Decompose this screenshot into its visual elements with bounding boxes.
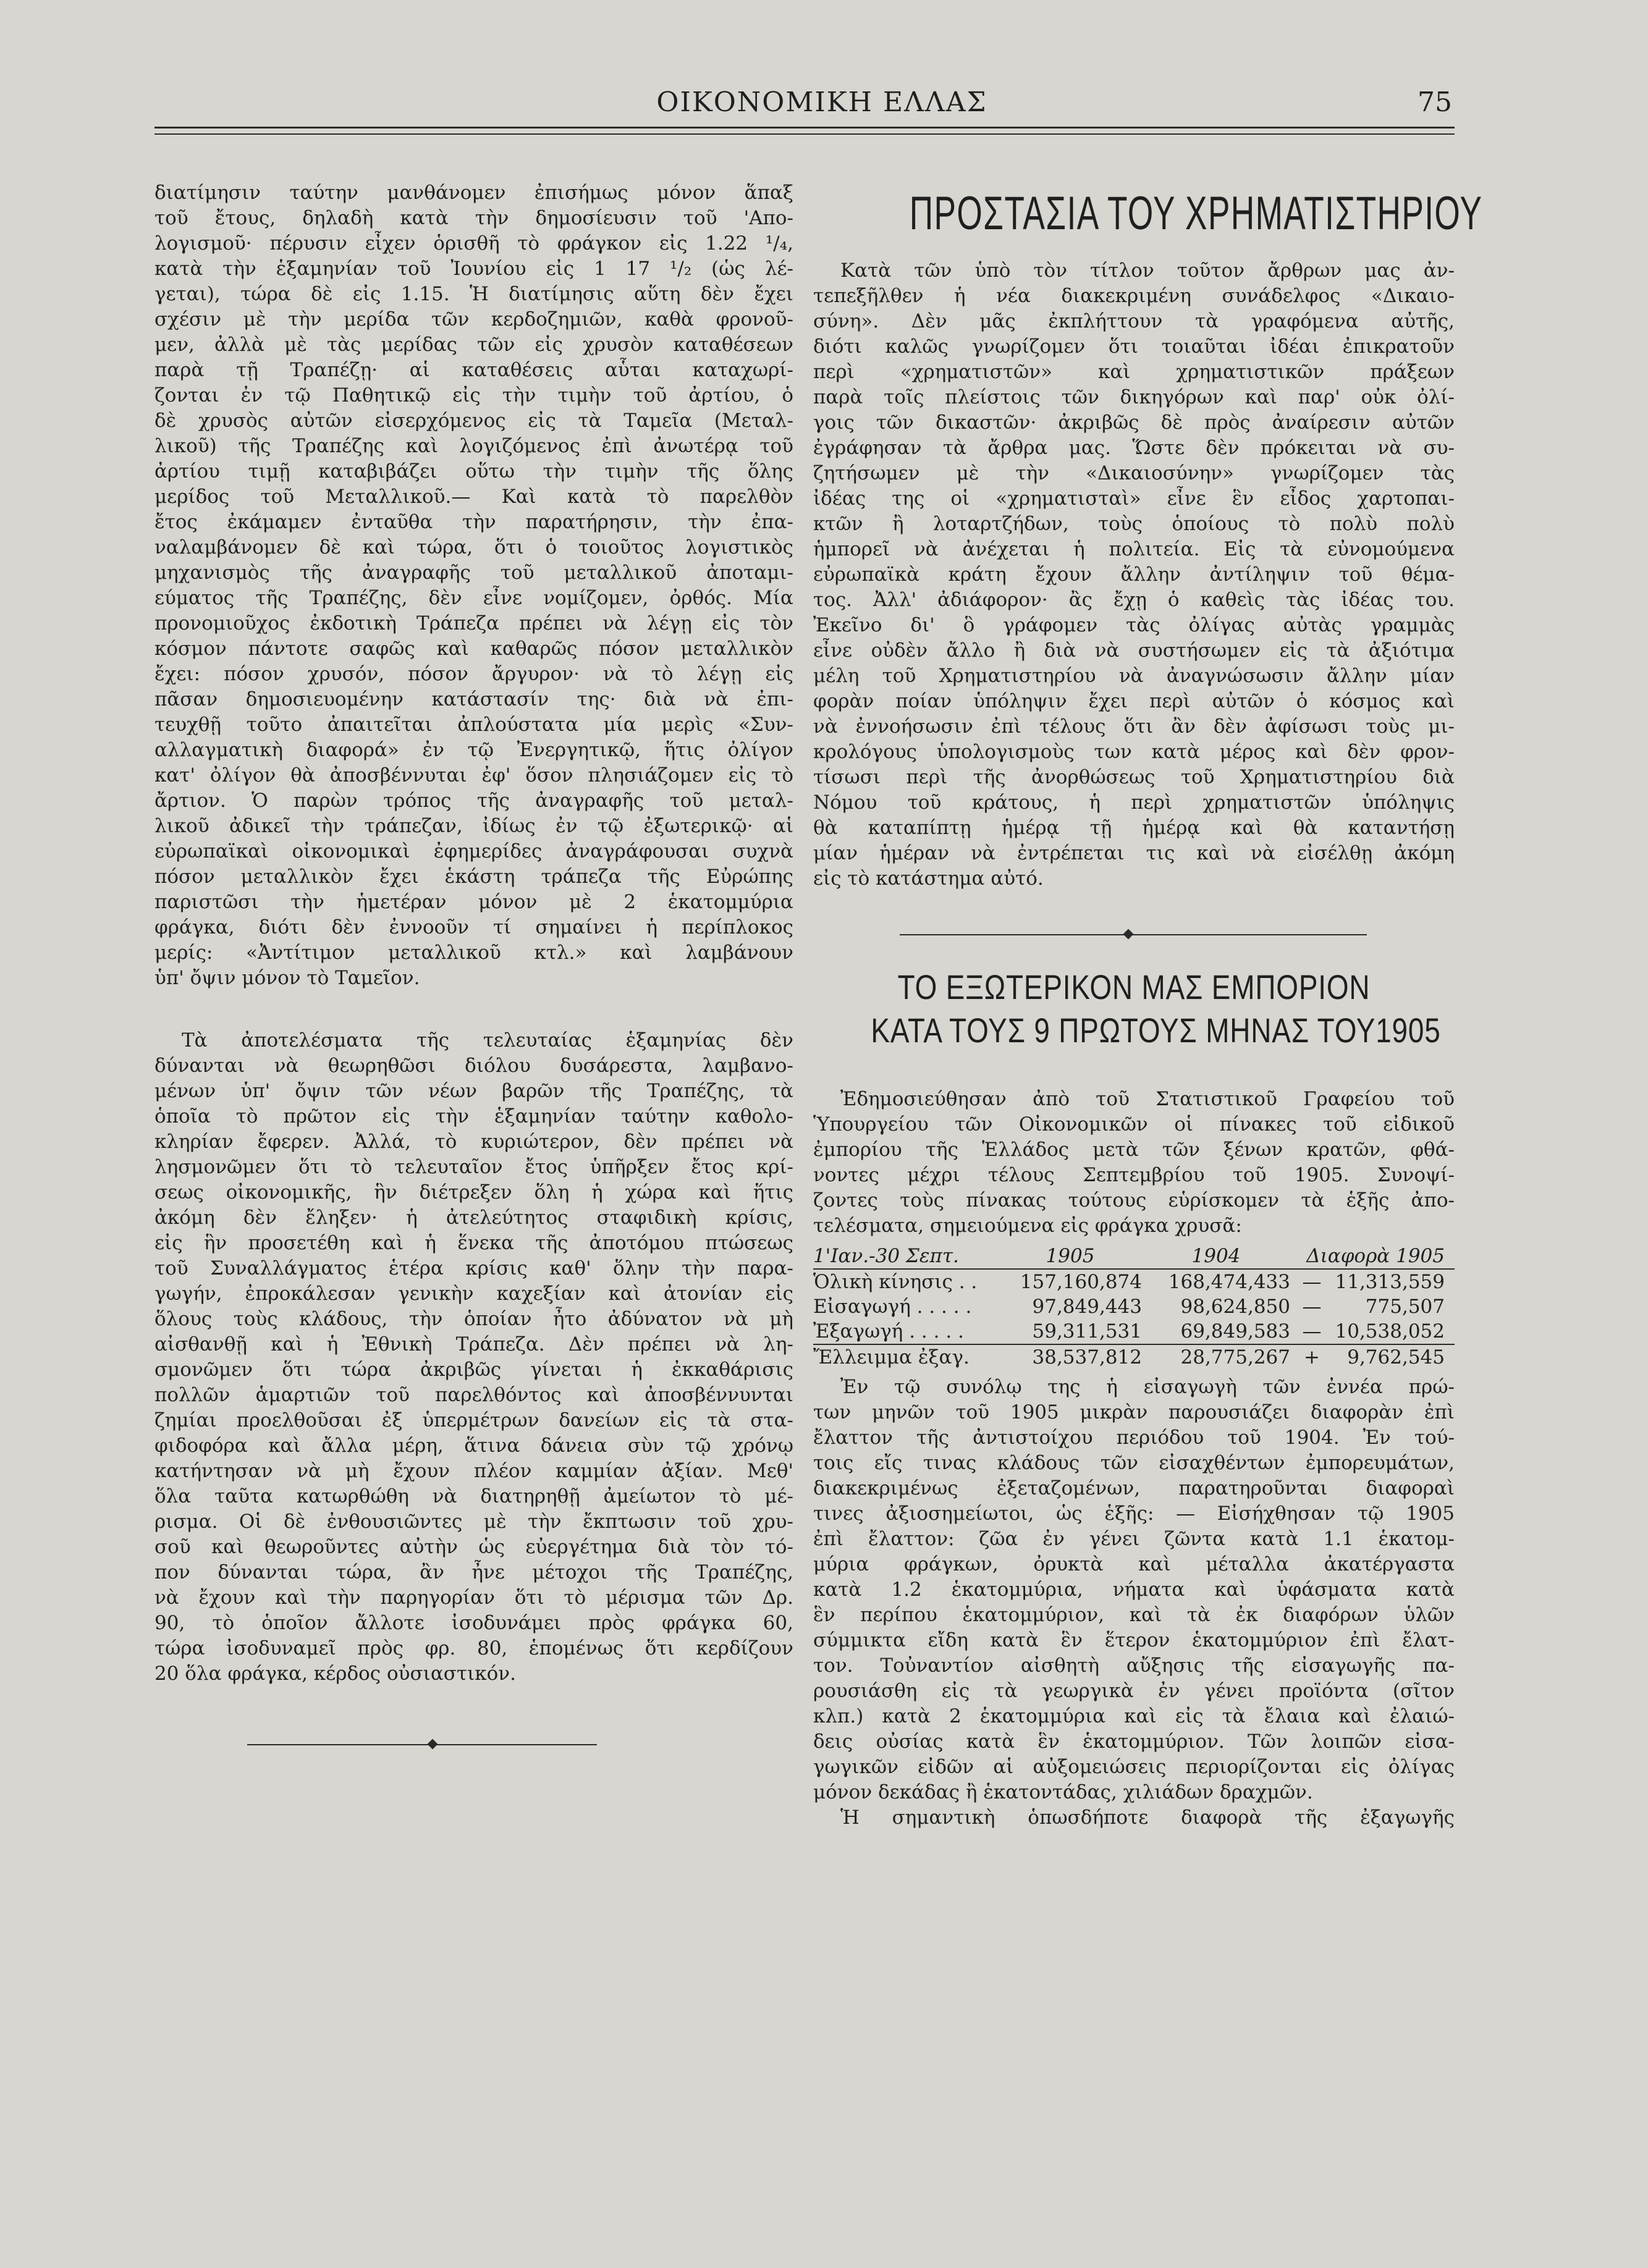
text-line: ἀκόμη δὲν ἔληξεν· ἡ ἀτελεύτητος σταφιδικὴ κρίσις, bbox=[154, 1207, 793, 1229]
text-line: εὐρωπαϊκαὶ οἰκονομικαὶ ἐφημερίδες ἀναγράφουσαι συχνὰ bbox=[154, 840, 793, 862]
heading-foreign-trade-2: ΚΑΤΑ ΤΟΥΣ 9 ΠΡΩΤΟΥΣ ΜΗΝΑΣ ΤΟΥ1905 bbox=[871, 1011, 1441, 1050]
text-line: αἰσθανθῇ καὶ ἡ Ἐθνικὴ Τράπεζα. Δὲν πρέπει νὰ λη- bbox=[154, 1333, 793, 1355]
text-line: εύματος τῆς Τραπέζης, δὲν εἶνε νομίζομεν, ὀρθός. Μία bbox=[154, 587, 793, 609]
left-paragraph-2 bbox=[154, 1028, 793, 1687]
text-line: Νόμου τοῦ κράτους, ἡ περὶ χρηματιστῶν ὑπόληψις bbox=[813, 791, 1455, 814]
difference-value: 9,762,545 bbox=[1347, 1346, 1445, 1368]
trade-paragraph-3 bbox=[813, 1805, 1455, 1831]
text-line: μεν, ἀλλὰ μὲ τὰς μερίδας τῶν εἰς χρυσὸν καταθέσεων bbox=[154, 334, 793, 356]
right-column bbox=[813, 185, 1483, 1831]
text-line: ἐγράφησαν τὰ ἄρθρα μας. Ὥστε δὲν πρόκειται νὰ συ- bbox=[813, 437, 1455, 459]
difference-sign: — bbox=[1302, 1320, 1322, 1343]
text-line: Ἡ σημαντικὴ ὁπωσδήποτε διαφορὰ τῆς ἐξαγωγῆς bbox=[840, 1806, 1455, 1829]
difference-value: 10,538,052 bbox=[1335, 1320, 1445, 1343]
header-rule-bottom bbox=[154, 133, 1455, 135]
trade-intro-paragraph bbox=[813, 1087, 1455, 1239]
text-line: τοις εἴς τινας κλάδους τῶν εἰσαχθέντων ἐμπορευμάτων, bbox=[813, 1452, 1455, 1474]
page-number: 75 bbox=[1418, 86, 1452, 118]
text-line: σμονῶμεν ὅτι τώρα ἀκριβῶς γίνεται ἡ ἐκκαθάρισις bbox=[154, 1359, 793, 1381]
text-line: κτῶν ἢ λοταρτζήδων, τοὺς ὁποίους τὸ πολὺ πολὺ bbox=[813, 513, 1455, 535]
text-line: κατ' ὀλίγον θὰ ἀποσβέννυται ἐφ' ὅσον πλησιάζομεν εἰς τὸ bbox=[154, 764, 793, 786]
text-line: πόσον μεταλλικὸν ἔχει ἑκάστη τράπεζα τῆς Εὐρώπης bbox=[154, 866, 793, 888]
ornament-line-right bbox=[436, 1744, 597, 1745]
text-line: γωγικῶν εἰδῶν αἱ αὐξομειώσεις περιορίζονται εἰς ὀλίγας bbox=[813, 1756, 1455, 1778]
text-line: Τὰ ἀποτελέσματα τῆς τελευταίας ἑξαμηνίας δὲν bbox=[182, 1029, 793, 1052]
text-line: εἰς τὸ κατάστημα αὐτό. bbox=[813, 867, 1044, 890]
text-line: ἓν περίπου ἑκατομμύριον, καὶ τὰ ἐκ διαφόρων ὑλῶν bbox=[813, 1604, 1455, 1626]
divider-line-left bbox=[900, 934, 1128, 935]
ornament-line-left bbox=[247, 1744, 433, 1745]
text-line: ζοντες τοὺς πίνακας τούτους εὑρίσκομεν τὰ ἑξῆς ἀπο- bbox=[813, 1189, 1455, 1212]
text-line: κλπ.) κατὰ 2 ἑκατομμύρια καὶ εἰς τὰ ἔλαια καὶ ἐλαιώ- bbox=[813, 1705, 1455, 1727]
difference-sign: — bbox=[1302, 1296, 1322, 1318]
text-line: ζονται ἐν τῷ Παθητικῷ εἰς τὴν τιμὴν τοῦ ἀρτίου, ὁ bbox=[154, 384, 793, 407]
text-line: εἶνε οὐδὲν ἄλλο ἢ διὰ νὰ συστήσωμεν εἰς τὰ ἀξιότιμα bbox=[813, 639, 1455, 662]
text-line: 90, τὸ ὁποῖον ἄλλοτε ἰσοδυνάμει πρὸς φράγκα 60, bbox=[154, 1612, 793, 1634]
paragraph-gap bbox=[154, 991, 793, 1028]
text-line: παρὰ τῇ Τραπέζῃ· αἱ καταθέσεις αὗται καταχωρί- bbox=[154, 359, 793, 381]
text-line: μέλη τοῦ Χρηματιστηρίου νὰ ἀναγνώσωσιν ἄλλην μίαν bbox=[813, 665, 1455, 687]
text-line: περὶ «χρηματιστῶν» καὶ χρηματιστικῶν πράξεων bbox=[813, 361, 1455, 383]
divider-line-right bbox=[1132, 934, 1367, 935]
value-1904: 98,624,850 bbox=[1180, 1296, 1290, 1318]
running-title: ΟΙΚΟΝΟΜΙΚΗ ΕΛΛΑΣ bbox=[656, 86, 987, 118]
row-label: Ἐξαγωγή . . . . . bbox=[813, 1320, 964, 1343]
text-line: τώρα ἰσοδυναμεῖ πρὸς φρ. 80, ἑπομένως ὅτι κερδίζουν bbox=[154, 1637, 793, 1659]
text-line: των μηνῶν τοῦ 1905 μικρὰν παρουσιάζει διαφορὰν ἐπὶ bbox=[813, 1401, 1455, 1423]
text-line: ἀρτίου τιμῇ καταβιβάζει οὕτω τὴν τιμὴν τῆς ὅλης bbox=[154, 460, 793, 483]
text-line: ὅλα ταῦτα κατωρθώθη νὰ διατηρηθῇ ἀμείωτον τὸ μέ- bbox=[154, 1485, 793, 1507]
text-line: τοῦ ἔτους, δηλαδὴ κατὰ τὴν δημοσίευσιν τοῦ 'Απο- bbox=[154, 207, 793, 229]
text-line: τεπεξῆλθεν ἡ νέα διακεκριμένη συνάδελφος «Δικαιο- bbox=[813, 285, 1455, 307]
value-1904: 28,775,267 bbox=[1180, 1346, 1290, 1368]
row-label: Ὁλικὴ κίνησις . . bbox=[813, 1271, 978, 1293]
text-line: ὅλους τοὺς κλάδους, τὴν ὁποίαν ἦτο ἀδύνατον νὰ μὴ bbox=[154, 1308, 793, 1330]
text-line: θὰ καταπίπτῃ ἡμέρᾳ τῇ ἡμέρᾳ καὶ θὰ καταντήσῃ bbox=[813, 817, 1455, 839]
text-line: κληρίαν ἔφερεν. Ἀλλά, τὸ κυριώτερον, δὲν πρέπει νὰ bbox=[154, 1131, 793, 1153]
text-line: φράγκα, διότι δὲν ἐννοοῦν τί σημαίνει ἡ περίπλοκος bbox=[154, 916, 793, 938]
trade-paragraph-2 bbox=[813, 1375, 1455, 1805]
text-line: κόσμον πάντοτε σαφῶς καὶ καθαρῶς πόσον μεταλλικὸν bbox=[154, 638, 793, 660]
value-1904: 69,849,583 bbox=[1180, 1320, 1290, 1343]
value-1905: 157,160,874 bbox=[1020, 1271, 1142, 1293]
text-line: φιδοφόρα καὶ ἄλλα μέρη, ἅτινα δάνεια σὺν τῷ χρόνῳ bbox=[154, 1435, 793, 1457]
text-line: ἔλαττον τῆς ἀντιστοίχου περιόδου τοῦ 1904. Ἐν τού- bbox=[813, 1427, 1455, 1449]
text-line: κατὰ 1.2 ἑκατομμύρια, νήματα καὶ ὑφάσματα κατὰ bbox=[813, 1579, 1455, 1601]
row-label: Ἔλλειμμα ἐξαγ. bbox=[813, 1346, 970, 1368]
text-line: φορὰν ποίαν ὑπόληψιν ἔχει περὶ αὐτῶν ὁ κόσμος καὶ bbox=[813, 690, 1455, 712]
section-end-ornament bbox=[154, 1737, 793, 1752]
trade-table bbox=[813, 1244, 1455, 1370]
text-line: μηχανισμὸς τῆς ἀναγραφῆς τοῦ μεταλλικοῦ ἀποταμι- bbox=[154, 562, 793, 584]
text-line: σεως οἰκονομικῆς, ἣν διέτρεξεν ὅλη ἡ χώρα καὶ ἥτις bbox=[154, 1181, 793, 1204]
text-line: πᾶσαν δημοσιευομένην κατάστασίν της· διὰ νὰ ἐπι- bbox=[154, 688, 793, 710]
text-line: διακεκριμένως ἐξεταζομένων, παρατηροῦνται διαφοραὶ bbox=[813, 1477, 1455, 1499]
value-1905: 97,849,443 bbox=[1032, 1296, 1142, 1318]
table-row bbox=[813, 1270, 1455, 1294]
difference-value: 775,507 bbox=[1365, 1296, 1445, 1318]
text-line: λικοῦ) τῆς Τραπέζης καὶ λογιζόμενος ἐπὶ ἀνωτέρᾳ τοῦ bbox=[154, 435, 793, 457]
text-line: τινες ἀξιοσημείωτοι, ὡς ἑξῆς: — Εἰσήχθησαν τῷ 1905 bbox=[813, 1503, 1455, 1525]
text-line: ζητήσωμεν μὲ τὴν «Δικαιοσύνην» γνωρίζομεν τὰς bbox=[813, 462, 1455, 484]
text-line: τον. Τοὐναντίον αἰσθητὴ αὔξησις τῆς εἰσαγωγῆς πα- bbox=[813, 1655, 1455, 1677]
text-line: ἔτος ἐκάμαμεν ἐνταῦθα τὴν παρατήρησιν, τὴν ἐπα- bbox=[154, 511, 793, 533]
text-line: ἔχει: πόσον χρυσόν, πόσον ἄργυρον· νὰ τὸ λέγῃ εἰς bbox=[154, 663, 793, 685]
text-line: δύνανται νὰ θεωρηθῶσι διόλου δυσάρεστα, λαμβανο- bbox=[154, 1055, 793, 1077]
table-row bbox=[813, 1319, 1455, 1345]
text-line: σχέσιν μὲ τὴν μερίδα τῶν κερδοζημιῶν, καθὰ φρονοῦ- bbox=[154, 308, 793, 331]
text-line: Ἐν τῷ συνόλῳ της ἡ εἰσαγωγὴ τῶν ἐννέα πρώ- bbox=[840, 1376, 1455, 1398]
difference-sign: — bbox=[1302, 1271, 1322, 1293]
text-line: ἄρτιον. Ὁ παρὼν τρόπος τῆς ἀναγραφῆς τοῦ μεταλ- bbox=[154, 790, 793, 812]
text-line: Κατὰ τῶν ὑπὸ τὸν τίτλον τοῦτον ἄρθρων μας ἀν- bbox=[840, 259, 1455, 282]
text-line: σύνη». Δὲν μᾶς ἐκπλήττουν τὰ γραφόμενα αὐτῆς, bbox=[813, 310, 1455, 332]
header-rule-top bbox=[154, 127, 1455, 129]
text-line: τελέσματα, σημειούμενα εἰς φράγκα χρυσᾶ: bbox=[813, 1215, 1242, 1237]
text-line: δεις οὐσίας κατὰ ἓν ἑκατομμύριον. Τῶν λοιπῶν εἰσα- bbox=[813, 1731, 1455, 1753]
header-1904: 1904 bbox=[1191, 1245, 1241, 1267]
text-line: παρὰ τοῖς πλείστοις τῶν δικηγόρων καὶ παρ' οὐκ ὀλί- bbox=[813, 386, 1455, 408]
row-label: Εἰσαγωγή . . . . . bbox=[813, 1296, 972, 1318]
text-line: πολλῶν ἁμαρτιῶν τοῦ παρελθόντος καὶ ἀποσβέννυνται bbox=[154, 1384, 793, 1406]
text-line: ὁποῖα τὸ πρῶτον εἰς τὴν ἑξαμηνίαν ταύτην καθολο- bbox=[154, 1105, 793, 1128]
table-row bbox=[813, 1345, 1455, 1370]
text-line: μόνον δεκάδας ἢ ἑκατοντάδας, χιλιάδων δραχμῶν. bbox=[813, 1781, 1313, 1803]
text-line: ὑπ' ὄψιν μόνον τὸ Ταμεῖον. bbox=[154, 967, 420, 989]
text-line: κατὰ τὴν ἑξαμηνίαν τοῦ Ἰουνίου εἰς 1 17 ¹/₂ (ὡς λέ- bbox=[154, 258, 793, 280]
text-line: σοῦ καὶ θεωροῦντες αὐτὴν ὡς εὐεργέτημα διὰ τὸν τό- bbox=[154, 1536, 793, 1558]
text-line: Ὑπουργείου τῶν Οἰκονομικῶν οἱ πίνακες τοῦ εἰδικοῦ bbox=[813, 1113, 1455, 1136]
text-line: Ἐδημοσιεύθησαν ἀπὸ τοῦ Στατιστικοῦ Γραφείου τοῦ bbox=[840, 1088, 1455, 1110]
trade-table-header bbox=[813, 1244, 1455, 1270]
text-line: νοντες μέχρι τέλους Σεπτεμβρίου τοῦ 1905. Συνοψί- bbox=[813, 1164, 1455, 1186]
text-line: μύρια φράγκων, ὀρυκτὰ καὶ μέταλλα ἀκατέργαστα bbox=[813, 1553, 1455, 1575]
text-line: κατήντησαν νὰ μὴ ἔχουν πλέον καμμίαν ἀξίαν. Μεθ' bbox=[154, 1460, 793, 1482]
text-line: δὲ χρυσὸς αὐτῶν εἰσερχόμενος εἰς τὰ Ταμεῖα (Μεταλ- bbox=[154, 410, 793, 432]
left-column bbox=[154, 180, 793, 1752]
text-line: γοις τῶν δικαστῶν· ἀκριβῶς δὲ πρὸς ἀναίρεσιν αὐτῶν bbox=[813, 411, 1455, 434]
text-line: λησμονῶμεν ὅτι τὸ τελευταῖον ἔτος ὑπῆρξεν ἔτος κρί- bbox=[154, 1156, 793, 1178]
text-line: ἡμπορεῖ νὰ ἀνέχεται ἡ πολιτεία. Εἰς τὰ εὐνομούμενα bbox=[813, 538, 1455, 560]
text-line: εἰς ἣν προσετέθη καὶ ἡ ἕνεκα τῆς ἀποτόμου πτώσεως bbox=[154, 1232, 793, 1254]
text-line: μίαν ἡμέραν νὰ ἐντρέπεται τις καὶ νὰ εἰσέλθῃ ἀκόμη bbox=[813, 842, 1455, 864]
header-1905: 1905 bbox=[1046, 1245, 1095, 1267]
text-line: ναλαμβάνομεν δὲ καὶ τώρα, ὅτι ὁ τοιοῦτος λογιστικὸς bbox=[154, 536, 793, 559]
text-line: προνομιοῦχος ἐκδοτικὴ Τράπεζα πρέπει νὰ λέγῃ εἰς τὸν bbox=[154, 612, 793, 634]
heading-foreign-trade-1: ΤΟ ΕΞΩΤΕΡΙΚΟΝ ΜΑΣ ΕΜΠΟΡΙΟΝ bbox=[897, 967, 1371, 1006]
text-line: τευχθῇ τοῦτο ἀπαιτεῖται ἀπλούστατα μία μερὶς «Συν- bbox=[154, 714, 793, 736]
text-line: ἐπὶ ἔλαττον: ζῶα ἐν γένει ζῶντα κατὰ 1.1 ἑκατομ- bbox=[813, 1528, 1455, 1550]
text-line: αλλαγματικὴ διαφορά» ἐν τῷ Ἐνεργητικῷ, ἥτις ὀλίγον bbox=[154, 739, 793, 761]
value-1905: 38,537,812 bbox=[1032, 1346, 1142, 1368]
text-line: διατίμησιν ταύτην μανθάνομεν ἐπισήμως μόνον ἅπαξ bbox=[154, 182, 793, 204]
text-line: ἐμπορίου τῆς Ἑλλάδος μετὰ τῶν ξένων κρατῶν, φθά- bbox=[813, 1139, 1455, 1161]
text-line: τίσωσι περὶ τῆς ἀνορθώσεως τοῦ Χρηματιστηρίου διὰ bbox=[813, 766, 1455, 788]
difference-sign: + bbox=[1304, 1346, 1320, 1368]
value-1905: 59,311,531 bbox=[1032, 1320, 1142, 1343]
text-line: νὰ ἔχουν καὶ τὴν παρηγορίαν ὅτι τὸ μέρισμα τῶν Δρ. bbox=[154, 1587, 793, 1609]
text-line: γωγήν, ἐπροκάλεσαν γενικὴν καχεξίαν καὶ ἀτονίαν εἰς bbox=[154, 1283, 793, 1305]
text-line: μερίς: «Ἀντίτιμον μεταλλικοῦ κτλ.» καὶ λαμβάνουν bbox=[154, 942, 793, 964]
table-row bbox=[813, 1294, 1455, 1319]
header-period: 1'Ιαν.-30 Σεπτ. bbox=[813, 1245, 959, 1267]
text-line: ρουσιάσθη εἰς τὰ γεωργικὰ ἐν γένει προϊόντα (σῖτον bbox=[813, 1680, 1455, 1702]
text-line: 20 ὅλα φράγκα, κέρδος οὐσιαστικόν. bbox=[154, 1663, 516, 1685]
text-line: παριστῶσι τὴν ἡμετέραν μόνον μὲ 2 ἑκατομμύρια bbox=[154, 891, 793, 913]
value-1904: 168,474,433 bbox=[1168, 1271, 1290, 1293]
text-line: λικοῦ ἀδικεῖ τὴν τράπεζαν, ἰδίως ἐν τῷ ἐξωτερικῷ· αἱ bbox=[154, 815, 793, 837]
text-line: λογισμοῦ· πέρυσιν εἶχεν ὁρισθῆ τὸ φράγκον εἰς 1.22 ¹/₄, bbox=[154, 232, 793, 255]
left-paragraph-1 bbox=[154, 180, 793, 991]
text-line: σύμμικτα εἴδη κατὰ ἓν ἕτερον ἑκατομμύριον ἐπὶ ἔλατ- bbox=[813, 1629, 1455, 1651]
stock-exchange-paragraph bbox=[813, 258, 1455, 892]
text-line: νὰ ἐννοήσωσιν ἐπὶ τέλους ὅτι ἂν δὲν ἀφίσωσι τοὺς μι- bbox=[813, 715, 1455, 738]
text-line: ζημίαι προελθοῦσαι ἐξ ὑπερμέτρων δανείων εἰς τὰ στα- bbox=[154, 1409, 793, 1431]
text-line: μένων ὑπ' ὄψιν τῶν νέων βαρῶν τῆς Τραπέζης, τὰ bbox=[154, 1080, 793, 1102]
section-divider bbox=[813, 927, 1455, 942]
text-line: τος. Ἀλλ' ἀδιάφορον· ἂς ἔχῃ ὁ καθεὶς τὰς ἰδέας του. bbox=[813, 589, 1455, 611]
heading-stock-exchange: ΠΡΟΣΤΑΣΙΑ ΤΟΥ ΧΡΗΜΑΤΙΣΤΗΡΙΟΥ bbox=[909, 187, 1483, 240]
text-line: ρισμα. Οἱ δὲ ἐνθουσιῶντες μὲ τὴν ἔκπτωσιν τοῦ χρυ- bbox=[154, 1511, 793, 1533]
text-line: ἰδέας της οἱ «χρηματισταὶ» εἶνε ἓν εἶδος χαρτοπαι- bbox=[813, 487, 1455, 510]
header-difference: Διαφορὰ 1905 bbox=[1306, 1245, 1445, 1267]
text-line: πον δύνανται τώρα, ἂν ἦνε μέτοχοι τῆς Τραπέζης, bbox=[154, 1561, 793, 1583]
difference-value: 11,313,559 bbox=[1335, 1271, 1445, 1293]
text-line: εὐρωπαϊκὰ κράτη ἔχουν ἄλλην ἀντίληψιν τοῦ θέμα- bbox=[813, 563, 1455, 586]
text-line: γεται), τώρα δὲ εἰς 1.15. Ἡ διατίμησις αὕτη δὲν ἔχει bbox=[154, 283, 793, 305]
text-line: κρολόγους ὑπολογισμοὺς των κατὰ μέρος καὶ δὲν φρον- bbox=[813, 741, 1455, 763]
text-line: Ἐκεῖνο δι' ὃ γράφομεν τὰς ὀλίγας αὐτὰς γραμμὰς bbox=[813, 614, 1455, 636]
text-line: διότι καλῶς γνωρίζομεν ὅτι τοιαῦται ἰδέαι ἐπικρατοῦν bbox=[813, 335, 1455, 358]
text-line: μερίδος τοῦ Μεταλλικοῦ.— Καὶ κατὰ τὸ παρελθὸν bbox=[154, 486, 793, 508]
text-line: τοῦ Συναλλάγματος ἑτέρα κρίσις καθ' ὅλην τὴν παρα- bbox=[154, 1257, 793, 1279]
